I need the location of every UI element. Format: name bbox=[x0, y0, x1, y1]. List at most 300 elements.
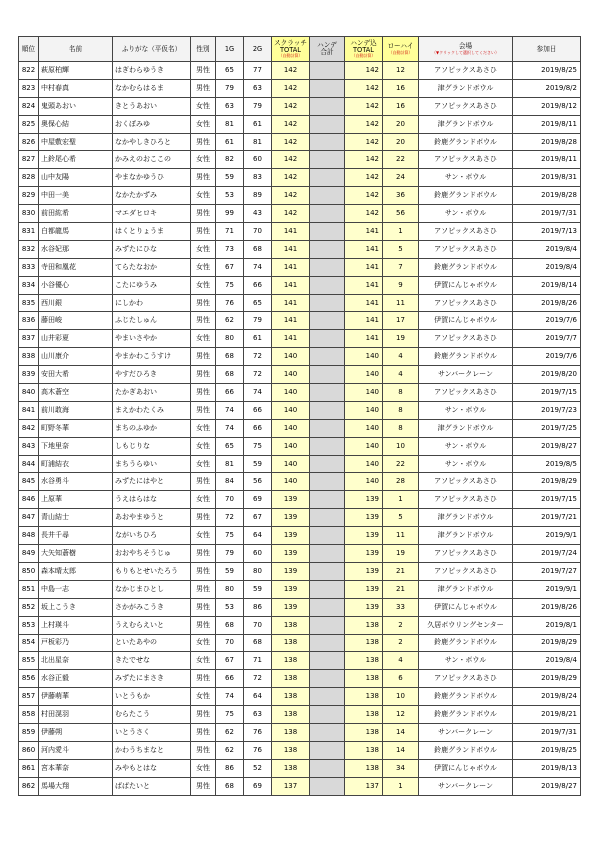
cell-game1: 67 bbox=[216, 652, 244, 670]
cell-date: 2019/7/21 bbox=[513, 509, 581, 527]
table-row bbox=[19, 169, 581, 187]
cell-game2: 86 bbox=[244, 598, 272, 616]
cell-name: 前川敢海 bbox=[39, 401, 113, 419]
cell-handicap bbox=[310, 437, 345, 455]
cell-game2: 68 bbox=[244, 240, 272, 258]
cell-gender: 男性 bbox=[191, 706, 216, 724]
cell-game1: 66 bbox=[216, 384, 244, 402]
cell-low-high: 14 bbox=[383, 741, 419, 759]
cell-game2: 79 bbox=[244, 312, 272, 330]
cell-venue[interactable]: 津グランドボウル bbox=[419, 79, 513, 97]
cell-venue[interactable]: 津グランドボウル bbox=[419, 419, 513, 437]
cell-kana: こたにゆうみ bbox=[113, 276, 191, 294]
cell-venue[interactable]: 伊賀にんじゃボウル bbox=[419, 598, 513, 616]
cell-venue[interactable]: アソピックスあさひ bbox=[419, 240, 513, 258]
cell-game1: 68 bbox=[216, 348, 244, 366]
cell-venue[interactable]: 津グランドボウル bbox=[419, 115, 513, 133]
cell-name: 下地里奈 bbox=[39, 437, 113, 455]
cell-game1: 68 bbox=[216, 616, 244, 634]
cell-name: 上原華 bbox=[39, 491, 113, 509]
cell-kana: まちのふゆか bbox=[113, 419, 191, 437]
cell-scratch-total: 142 bbox=[272, 205, 310, 223]
cell-rank: 847 bbox=[19, 509, 39, 527]
cell-venue[interactable]: アソピックスあさひ bbox=[419, 562, 513, 580]
table-row bbox=[19, 562, 581, 580]
cell-handicap-total: 142 bbox=[345, 151, 383, 169]
cell-game2: 72 bbox=[244, 670, 272, 688]
cell-handicap bbox=[310, 759, 345, 777]
cell-gender: 女性 bbox=[191, 330, 216, 348]
cell-scratch-total: 139 bbox=[272, 509, 310, 527]
cell-gender: 女性 bbox=[191, 240, 216, 258]
cell-game1: 75 bbox=[216, 527, 244, 545]
cell-kana: やまかわこうすけ bbox=[113, 348, 191, 366]
cell-handicap bbox=[310, 545, 345, 563]
cell-venue[interactable]: アソピックスあさひ bbox=[419, 491, 513, 509]
cell-name: 山川康介 bbox=[39, 348, 113, 366]
cell-handicap bbox=[310, 384, 345, 402]
cell-game1: 72 bbox=[216, 509, 244, 527]
cell-date: 2019/8/21 bbox=[513, 706, 581, 724]
cell-game2: 70 bbox=[244, 223, 272, 241]
cell-kana: まちうらゆい bbox=[113, 455, 191, 473]
cell-rank: 824 bbox=[19, 97, 39, 115]
cell-rank: 833 bbox=[19, 258, 39, 276]
cell-venue[interactable]: アソピックスあさひ bbox=[419, 473, 513, 491]
cell-venue[interactable]: アソピックスあさひ bbox=[419, 62, 513, 80]
cell-venue[interactable]: 鈴鹿グランドボウル bbox=[419, 348, 513, 366]
cell-game2: 56 bbox=[244, 473, 272, 491]
cell-venue[interactable]: サン・ボウル bbox=[419, 205, 513, 223]
cell-venue[interactable]: アソピックスあさひ bbox=[419, 670, 513, 688]
cell-handicap bbox=[310, 187, 345, 205]
cell-date: 2019/7/15 bbox=[513, 384, 581, 402]
cell-venue[interactable]: 鈴鹿グランドボウル bbox=[419, 706, 513, 724]
cell-handicap-total: 139 bbox=[345, 527, 383, 545]
cell-game1: 79 bbox=[216, 545, 244, 563]
cell-gender: 男性 bbox=[191, 401, 216, 419]
cell-name: 戸板彩乃 bbox=[39, 634, 113, 652]
cell-handicap-total: 141 bbox=[345, 330, 383, 348]
cell-date: 2019/7/24 bbox=[513, 545, 581, 563]
header-name: 名前 bbox=[39, 37, 113, 62]
cell-name: 白都龍馬 bbox=[39, 223, 113, 241]
cell-venue[interactable]: 伊賀にんじゃボウル bbox=[419, 759, 513, 777]
cell-scratch-total: 139 bbox=[272, 545, 310, 563]
cell-name: 安田大希 bbox=[39, 366, 113, 384]
cell-game1: 67 bbox=[216, 258, 244, 276]
cell-game2: 83 bbox=[244, 169, 272, 187]
cell-game1: 62 bbox=[216, 723, 244, 741]
cell-scratch-total: 142 bbox=[272, 169, 310, 187]
cell-rank: 822 bbox=[19, 62, 39, 80]
cell-gender: 女性 bbox=[191, 258, 216, 276]
cell-scratch-total: 139 bbox=[272, 562, 310, 580]
cell-scratch-total: 141 bbox=[272, 312, 310, 330]
cell-low-high: 11 bbox=[383, 527, 419, 545]
cell-date: 2019/8/28 bbox=[513, 133, 581, 151]
cell-gender: 男性 bbox=[191, 670, 216, 688]
cell-date: 2019/7/6 bbox=[513, 312, 581, 330]
cell-game1: 71 bbox=[216, 223, 244, 241]
cell-low-high: 12 bbox=[383, 706, 419, 724]
cell-name: 高木蒼空 bbox=[39, 384, 113, 402]
cell-low-high: 4 bbox=[383, 366, 419, 384]
cell-game1: 62 bbox=[216, 312, 244, 330]
cell-handicap bbox=[310, 294, 345, 312]
cell-handicap-total: 141 bbox=[345, 276, 383, 294]
cell-venue[interactable]: 久居ボウリングセンター bbox=[419, 616, 513, 634]
cell-game2: 79 bbox=[244, 97, 272, 115]
cell-low-high: 10 bbox=[383, 437, 419, 455]
cell-venue[interactable]: 鈴鹿グランドボウル bbox=[419, 133, 513, 151]
cell-handicap bbox=[310, 777, 345, 795]
cell-date: 2019/8/31 bbox=[513, 169, 581, 187]
cell-handicap-total: 138 bbox=[345, 759, 383, 777]
cell-venue[interactable]: 鈴鹿グランドボウル bbox=[419, 258, 513, 276]
cell-game2: 80 bbox=[244, 562, 272, 580]
cell-handicap bbox=[310, 688, 345, 706]
cell-gender: 男性 bbox=[191, 580, 216, 598]
cell-low-high: 22 bbox=[383, 455, 419, 473]
cell-gender: 男性 bbox=[191, 366, 216, 384]
cell-venue[interactable]: アソピックスあさひ bbox=[419, 151, 513, 169]
cell-game2: 72 bbox=[244, 348, 272, 366]
cell-handicap bbox=[310, 169, 345, 187]
cell-rank: 862 bbox=[19, 777, 39, 795]
cell-venue[interactable]: サン・ボウル bbox=[419, 401, 513, 419]
cell-gender: 男性 bbox=[191, 562, 216, 580]
cell-rank: 840 bbox=[19, 384, 39, 402]
table-row bbox=[19, 777, 581, 795]
cell-gender: 女性 bbox=[191, 151, 216, 169]
header-gender: 性別 bbox=[191, 37, 216, 62]
cell-game1: 74 bbox=[216, 419, 244, 437]
cell-kana: おくぼみゆ bbox=[113, 115, 191, 133]
cell-kana: まえかわたくみ bbox=[113, 401, 191, 419]
cell-venue[interactable]: サンバークレーン bbox=[419, 723, 513, 741]
cell-game1: 76 bbox=[216, 294, 244, 312]
cell-venue[interactable]: アソピックスあさひ bbox=[419, 97, 513, 115]
cell-low-high: 4 bbox=[383, 348, 419, 366]
table-row bbox=[19, 419, 581, 437]
cell-kana: もりもとせいたろう bbox=[113, 562, 191, 580]
table-row bbox=[19, 598, 581, 616]
cell-game1: 70 bbox=[216, 634, 244, 652]
cell-name: 上鈴尾心希 bbox=[39, 151, 113, 169]
cell-gender: 女性 bbox=[191, 97, 216, 115]
cell-venue[interactable]: サン・ボウル bbox=[419, 437, 513, 455]
cell-handicap-total: 140 bbox=[345, 348, 383, 366]
cell-date: 2019/8/25 bbox=[513, 741, 581, 759]
cell-game2: 76 bbox=[244, 723, 272, 741]
cell-game1: 75 bbox=[216, 276, 244, 294]
cell-game1: 62 bbox=[216, 741, 244, 759]
cell-handicap-total: 139 bbox=[345, 598, 383, 616]
cell-handicap bbox=[310, 133, 345, 151]
cell-date: 2019/8/4 bbox=[513, 240, 581, 258]
table-row bbox=[19, 79, 581, 97]
cell-low-high: 24 bbox=[383, 169, 419, 187]
cell-game2: 66 bbox=[244, 401, 272, 419]
cell-name: 西川銀 bbox=[39, 294, 113, 312]
cell-name: 藤田峻 bbox=[39, 312, 113, 330]
cell-date: 2019/7/13 bbox=[513, 223, 581, 241]
cell-low-high: 19 bbox=[383, 545, 419, 563]
cell-venue[interactable]: 津グランドボウル bbox=[419, 509, 513, 527]
cell-low-high: 36 bbox=[383, 187, 419, 205]
cell-name: 奥保心結 bbox=[39, 115, 113, 133]
cell-rank: 831 bbox=[19, 223, 39, 241]
cell-game2: 65 bbox=[244, 294, 272, 312]
cell-low-high: 8 bbox=[383, 384, 419, 402]
cell-name: 水谷妃那 bbox=[39, 240, 113, 258]
cell-scratch-total: 139 bbox=[272, 527, 310, 545]
cell-handicap bbox=[310, 455, 345, 473]
table-row bbox=[19, 240, 581, 258]
cell-handicap-total: 142 bbox=[345, 62, 383, 80]
table-row bbox=[19, 294, 581, 312]
cell-scratch-total: 139 bbox=[272, 491, 310, 509]
cell-name: 北出星奈 bbox=[39, 652, 113, 670]
cell-handicap-total: 142 bbox=[345, 187, 383, 205]
cell-kana: しもじりな bbox=[113, 437, 191, 455]
cell-venue[interactable]: サンバークレーン bbox=[419, 777, 513, 795]
cell-rank: 848 bbox=[19, 527, 39, 545]
cell-game2: 61 bbox=[244, 330, 272, 348]
cell-venue[interactable]: 鈴鹿グランドボウル bbox=[419, 741, 513, 759]
table-row bbox=[19, 580, 581, 598]
cell-kana: といたあやの bbox=[113, 634, 191, 652]
table-row bbox=[19, 706, 581, 724]
cell-date: 2019/7/27 bbox=[513, 562, 581, 580]
cell-game2: 70 bbox=[244, 616, 272, 634]
cell-game1: 80 bbox=[216, 330, 244, 348]
cell-kana: なかやしきひろと bbox=[113, 133, 191, 151]
cell-rank: 843 bbox=[19, 437, 39, 455]
cell-gender: 女性 bbox=[191, 491, 216, 509]
table-row bbox=[19, 545, 581, 563]
cell-handicap bbox=[310, 706, 345, 724]
cell-rank: 838 bbox=[19, 348, 39, 366]
cell-name: 前田紘希 bbox=[39, 205, 113, 223]
cell-kana: やすだひろき bbox=[113, 366, 191, 384]
cell-game1: 65 bbox=[216, 437, 244, 455]
cell-handicap bbox=[310, 616, 345, 634]
cell-rank: 834 bbox=[19, 276, 39, 294]
cell-scratch-total: 141 bbox=[272, 240, 310, 258]
table-row bbox=[19, 652, 581, 670]
cell-handicap-total: 141 bbox=[345, 258, 383, 276]
table-row bbox=[19, 634, 581, 652]
cell-venue[interactable]: 伊賀にんじゃボウル bbox=[419, 312, 513, 330]
cell-date: 2019/8/2 bbox=[513, 79, 581, 97]
cell-game1: 68 bbox=[216, 366, 244, 384]
cell-date: 2019/7/23 bbox=[513, 401, 581, 419]
cell-kana: むらたこう bbox=[113, 706, 191, 724]
cell-date: 2019/8/5 bbox=[513, 455, 581, 473]
cell-date: 2019/8/4 bbox=[513, 258, 581, 276]
cell-venue[interactable]: 鈴鹿グランドボウル bbox=[419, 688, 513, 706]
cell-gender: 女性 bbox=[191, 437, 216, 455]
cell-scratch-total: 138 bbox=[272, 741, 310, 759]
cell-scratch-total: 140 bbox=[272, 419, 310, 437]
cell-scratch-total: 138 bbox=[272, 688, 310, 706]
table-row bbox=[19, 97, 581, 115]
cell-low-high: 1 bbox=[383, 777, 419, 795]
cell-handicap bbox=[310, 491, 345, 509]
cell-kana: てらたなおか bbox=[113, 258, 191, 276]
cell-kana: いとうさく bbox=[113, 723, 191, 741]
cell-game2: 74 bbox=[244, 258, 272, 276]
cell-handicap bbox=[310, 330, 345, 348]
cell-date: 2019/8/24 bbox=[513, 688, 581, 706]
cell-gender: 男性 bbox=[191, 384, 216, 402]
cell-scratch-total: 142 bbox=[272, 115, 310, 133]
table-row bbox=[19, 509, 581, 527]
cell-rank: 853 bbox=[19, 616, 39, 634]
cell-name: 伊藤朔 bbox=[39, 723, 113, 741]
cell-handicap-total: 141 bbox=[345, 312, 383, 330]
cell-handicap-total: 142 bbox=[345, 169, 383, 187]
cell-handicap-total: 142 bbox=[345, 115, 383, 133]
cell-date: 2019/9/1 bbox=[513, 580, 581, 598]
cell-date: 2019/9/1 bbox=[513, 527, 581, 545]
cell-handicap-total: 140 bbox=[345, 366, 383, 384]
cell-handicap-total: 138 bbox=[345, 634, 383, 652]
cell-handicap bbox=[310, 670, 345, 688]
cell-venue[interactable]: アソピックスあさひ bbox=[419, 545, 513, 563]
cell-kana: なかじまひとし bbox=[113, 580, 191, 598]
cell-handicap bbox=[310, 115, 345, 133]
cell-rank: 860 bbox=[19, 741, 39, 759]
cell-scratch-total: 142 bbox=[272, 151, 310, 169]
cell-handicap-total: 139 bbox=[345, 562, 383, 580]
cell-game1: 81 bbox=[216, 455, 244, 473]
header-handicap-total: ハンデ込 TOTAL （自動計算） bbox=[345, 37, 383, 62]
cell-game2: 63 bbox=[244, 79, 272, 97]
cell-scratch-total: 140 bbox=[272, 473, 310, 491]
cell-low-high: 16 bbox=[383, 97, 419, 115]
header-scratch-total: スクラッチ TOTAL （自動計算） bbox=[272, 37, 310, 62]
cell-name: 水谷勇斗 bbox=[39, 473, 113, 491]
table-row bbox=[19, 366, 581, 384]
cell-low-high: 34 bbox=[383, 759, 419, 777]
cell-low-high: 14 bbox=[383, 723, 419, 741]
cell-handicap bbox=[310, 223, 345, 241]
cell-venue[interactable]: アソピックスあさひ bbox=[419, 384, 513, 402]
cell-handicap-total: 142 bbox=[345, 79, 383, 97]
cell-date: 2019/8/26 bbox=[513, 294, 581, 312]
cell-venue[interactable]: 鈴鹿グランドボウル bbox=[419, 187, 513, 205]
cell-low-high: 2 bbox=[383, 616, 419, 634]
cell-rank: 858 bbox=[19, 706, 39, 724]
cell-handicap bbox=[310, 741, 345, 759]
cell-gender: 男性 bbox=[191, 616, 216, 634]
cell-rank: 844 bbox=[19, 455, 39, 473]
cell-low-high: 7 bbox=[383, 258, 419, 276]
table-row bbox=[19, 205, 581, 223]
table-row bbox=[19, 276, 581, 294]
cell-game1: 70 bbox=[216, 491, 244, 509]
table-row bbox=[19, 723, 581, 741]
table-row bbox=[19, 384, 581, 402]
cell-game2: 64 bbox=[244, 688, 272, 706]
cell-venue[interactable]: 津グランドボウル bbox=[419, 580, 513, 598]
cell-game2: 75 bbox=[244, 437, 272, 455]
table-row bbox=[19, 62, 581, 80]
cell-venue[interactable]: サン・ボウル bbox=[419, 169, 513, 187]
cell-venue[interactable]: 鈴鹿グランドボウル bbox=[419, 634, 513, 652]
cell-handicap bbox=[310, 527, 345, 545]
cell-kana: さかがみこうき bbox=[113, 598, 191, 616]
cell-low-high: 33 bbox=[383, 598, 419, 616]
cell-gender: 男性 bbox=[191, 723, 216, 741]
cell-gender: 女性 bbox=[191, 634, 216, 652]
cell-game2: 69 bbox=[244, 777, 272, 795]
cell-gender: 男性 bbox=[191, 545, 216, 563]
ranking-table bbox=[18, 36, 581, 796]
cell-handicap bbox=[310, 205, 345, 223]
cell-handicap-total: 141 bbox=[345, 240, 383, 258]
cell-gender: 男性 bbox=[191, 79, 216, 97]
cell-date: 2019/7/15 bbox=[513, 491, 581, 509]
cell-low-high: 1 bbox=[383, 223, 419, 241]
header-venue: 会場 （▼クリックして選択してください） bbox=[419, 37, 513, 62]
cell-handicap-total: 141 bbox=[345, 294, 383, 312]
cell-rank: 850 bbox=[19, 562, 39, 580]
cell-date: 2019/8/27 bbox=[513, 777, 581, 795]
cell-handicap-total: 142 bbox=[345, 133, 383, 151]
cell-name: 山中友陽 bbox=[39, 169, 113, 187]
cell-venue[interactable]: 津グランドボウル bbox=[419, 527, 513, 545]
cell-scratch-total: 142 bbox=[272, 62, 310, 80]
cell-rank: 845 bbox=[19, 473, 39, 491]
cell-scratch-total: 140 bbox=[272, 401, 310, 419]
cell-rank: 852 bbox=[19, 598, 39, 616]
table-row bbox=[19, 115, 581, 133]
table-row bbox=[19, 437, 581, 455]
cell-rank: 855 bbox=[19, 652, 39, 670]
cell-venue[interactable]: サン・ボウル bbox=[419, 652, 513, 670]
cell-venue[interactable]: アソピックスあさひ bbox=[419, 223, 513, 241]
cell-kana: いとうもか bbox=[113, 688, 191, 706]
cell-venue[interactable]: サン・ボウル bbox=[419, 455, 513, 473]
cell-handicap-total: 140 bbox=[345, 455, 383, 473]
cell-venue[interactable]: 伊賀にんじゃボウル bbox=[419, 276, 513, 294]
table-row bbox=[19, 187, 581, 205]
cell-date: 2019/8/1 bbox=[513, 616, 581, 634]
cell-name: 大矢知蒼樹 bbox=[39, 545, 113, 563]
cell-venue[interactable]: アソピックスあさひ bbox=[419, 294, 513, 312]
cell-name: 鬼頭あおい bbox=[39, 97, 113, 115]
cell-handicap-total: 142 bbox=[345, 205, 383, 223]
cell-rank: 854 bbox=[19, 634, 39, 652]
cell-kana: なかむらはるま bbox=[113, 79, 191, 97]
header-rank: 順位 bbox=[19, 37, 39, 62]
cell-gender: 男性 bbox=[191, 62, 216, 80]
cell-low-high: 21 bbox=[383, 580, 419, 598]
cell-game1: 59 bbox=[216, 562, 244, 580]
cell-handicap-total: 140 bbox=[345, 473, 383, 491]
cell-venue[interactable]: アソピックスあさひ bbox=[419, 330, 513, 348]
cell-kana: おおやちそうじゅ bbox=[113, 545, 191, 563]
cell-scratch-total: 138 bbox=[272, 670, 310, 688]
cell-venue[interactable]: サンバークレーン bbox=[419, 366, 513, 384]
cell-handicap-total: 139 bbox=[345, 580, 383, 598]
cell-date: 2019/8/12 bbox=[513, 97, 581, 115]
cell-game2: 74 bbox=[244, 384, 272, 402]
